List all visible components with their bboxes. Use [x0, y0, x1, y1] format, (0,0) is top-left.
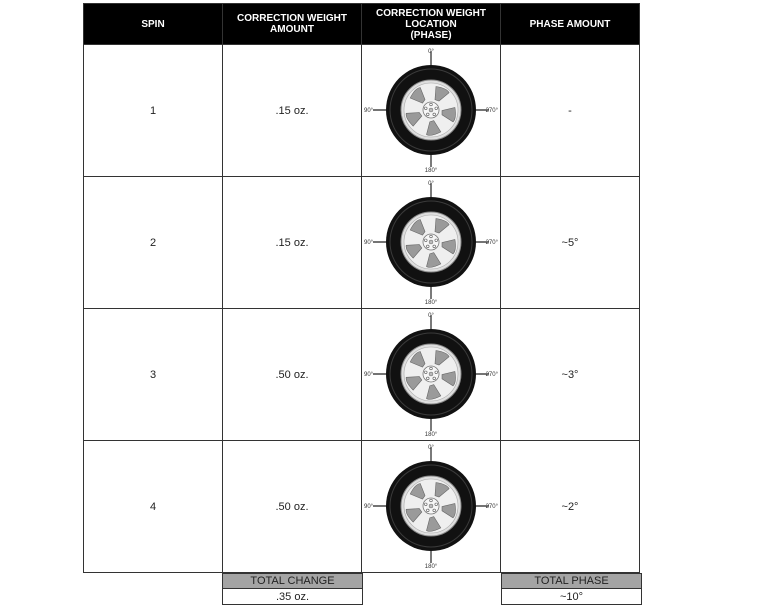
- table-row: [84, 309, 640, 441]
- lug-nut: [425, 239, 428, 242]
- phase-cell: ~5°: [501, 177, 640, 309]
- label-90-degrees: 90°: [364, 239, 374, 246]
- label-0-degrees: 0°: [428, 180, 434, 187]
- lug-nut: [433, 509, 436, 512]
- lug-nut: [433, 377, 436, 380]
- lug-nut: [435, 107, 438, 110]
- label-90-degrees: 90°: [364, 371, 374, 378]
- spin-cell: 1: [84, 45, 223, 177]
- table-row: [84, 177, 640, 309]
- lug-nut: [430, 235, 433, 238]
- table-row: [84, 441, 640, 573]
- label-0-degrees: 0°: [428, 444, 434, 451]
- amount-cell: .50 oz.: [223, 441, 362, 573]
- label-180-degrees: 180°: [424, 431, 438, 438]
- hub-cap: [429, 108, 433, 112]
- phase-cell: ~2°: [501, 441, 640, 573]
- wheel-diagram-icon: [363, 444, 499, 570]
- label-180-degrees: 180°: [424, 299, 438, 306]
- lug-nut: [433, 113, 436, 116]
- lug-nut: [435, 239, 438, 242]
- total-phase-box: [501, 573, 642, 605]
- spin-table: [83, 3, 640, 573]
- spin-cell: 3: [84, 309, 223, 441]
- header-row: [84, 4, 640, 45]
- lug-nut: [435, 371, 438, 374]
- label-0-degrees: 0°: [428, 312, 434, 319]
- lug-nut: [430, 499, 433, 502]
- amount-cell: .50 oz.: [223, 309, 362, 441]
- spin-cell: 4: [84, 441, 223, 573]
- wheel-diagram-icon: [363, 48, 499, 174]
- lug-nut: [433, 245, 436, 248]
- location-cell: [362, 441, 501, 573]
- lug-nut: [425, 503, 428, 506]
- header-location-line1: CORRECTION WEIGHT: [376, 7, 486, 19]
- spin-cell: 2: [84, 177, 223, 309]
- header-phase: PHASE AMOUNT: [501, 4, 640, 45]
- header-amount-line1: CORRECTION WEIGHT: [237, 13, 347, 24]
- header-location-line3: (PHASE): [410, 29, 452, 41]
- lug-nut: [430, 367, 433, 370]
- lug-nut: [427, 509, 430, 512]
- amount-cell: .15 oz.: [223, 45, 362, 177]
- total-phase-value: ~10°: [502, 589, 642, 605]
- lug-nut: [425, 107, 428, 110]
- lug-nut: [435, 503, 438, 506]
- label-0-degrees: 0°: [428, 48, 434, 55]
- phase-cell: ~3°: [501, 309, 640, 441]
- total-change-value: .35 oz.: [223, 589, 363, 605]
- label-180-degrees: 180°: [424, 563, 438, 570]
- lug-nut: [427, 377, 430, 380]
- label-270-degrees: 270°: [485, 107, 498, 114]
- label-90-degrees: 90°: [364, 503, 374, 510]
- header-location: [362, 4, 501, 45]
- label-180-degrees: 180°: [424, 167, 438, 174]
- location-cell: [362, 177, 501, 309]
- total-change-label: TOTAL CHANGE: [223, 574, 363, 589]
- amount-cell: .15 oz.: [223, 177, 362, 309]
- label-90-degrees: 90°: [364, 107, 374, 114]
- location-cell: [362, 45, 501, 177]
- hub-cap: [429, 372, 433, 376]
- lug-nut: [430, 103, 433, 106]
- label-270-degrees: 270°: [485, 503, 498, 510]
- total-phase-label: TOTAL PHASE: [502, 574, 642, 589]
- hub-cap: [429, 504, 433, 508]
- total-change-box: [222, 573, 363, 605]
- phase-cell: -: [501, 45, 640, 177]
- lug-nut: [427, 113, 430, 116]
- wheel-diagram-icon: [363, 312, 499, 438]
- table-row: [84, 45, 640, 177]
- lug-nut: [427, 245, 430, 248]
- header-location-line2: LOCATION: [405, 18, 457, 30]
- label-270-degrees: 270°: [485, 239, 498, 246]
- header-spin: SPIN: [84, 4, 223, 45]
- lug-nut: [425, 371, 428, 374]
- header-amount-line2: AMOUNT: [270, 24, 314, 35]
- header-amount: [223, 4, 362, 45]
- location-cell: [362, 309, 501, 441]
- wheel-diagram-icon: [363, 180, 499, 306]
- hub-cap: [429, 240, 433, 244]
- label-270-degrees: 270°: [485, 371, 498, 378]
